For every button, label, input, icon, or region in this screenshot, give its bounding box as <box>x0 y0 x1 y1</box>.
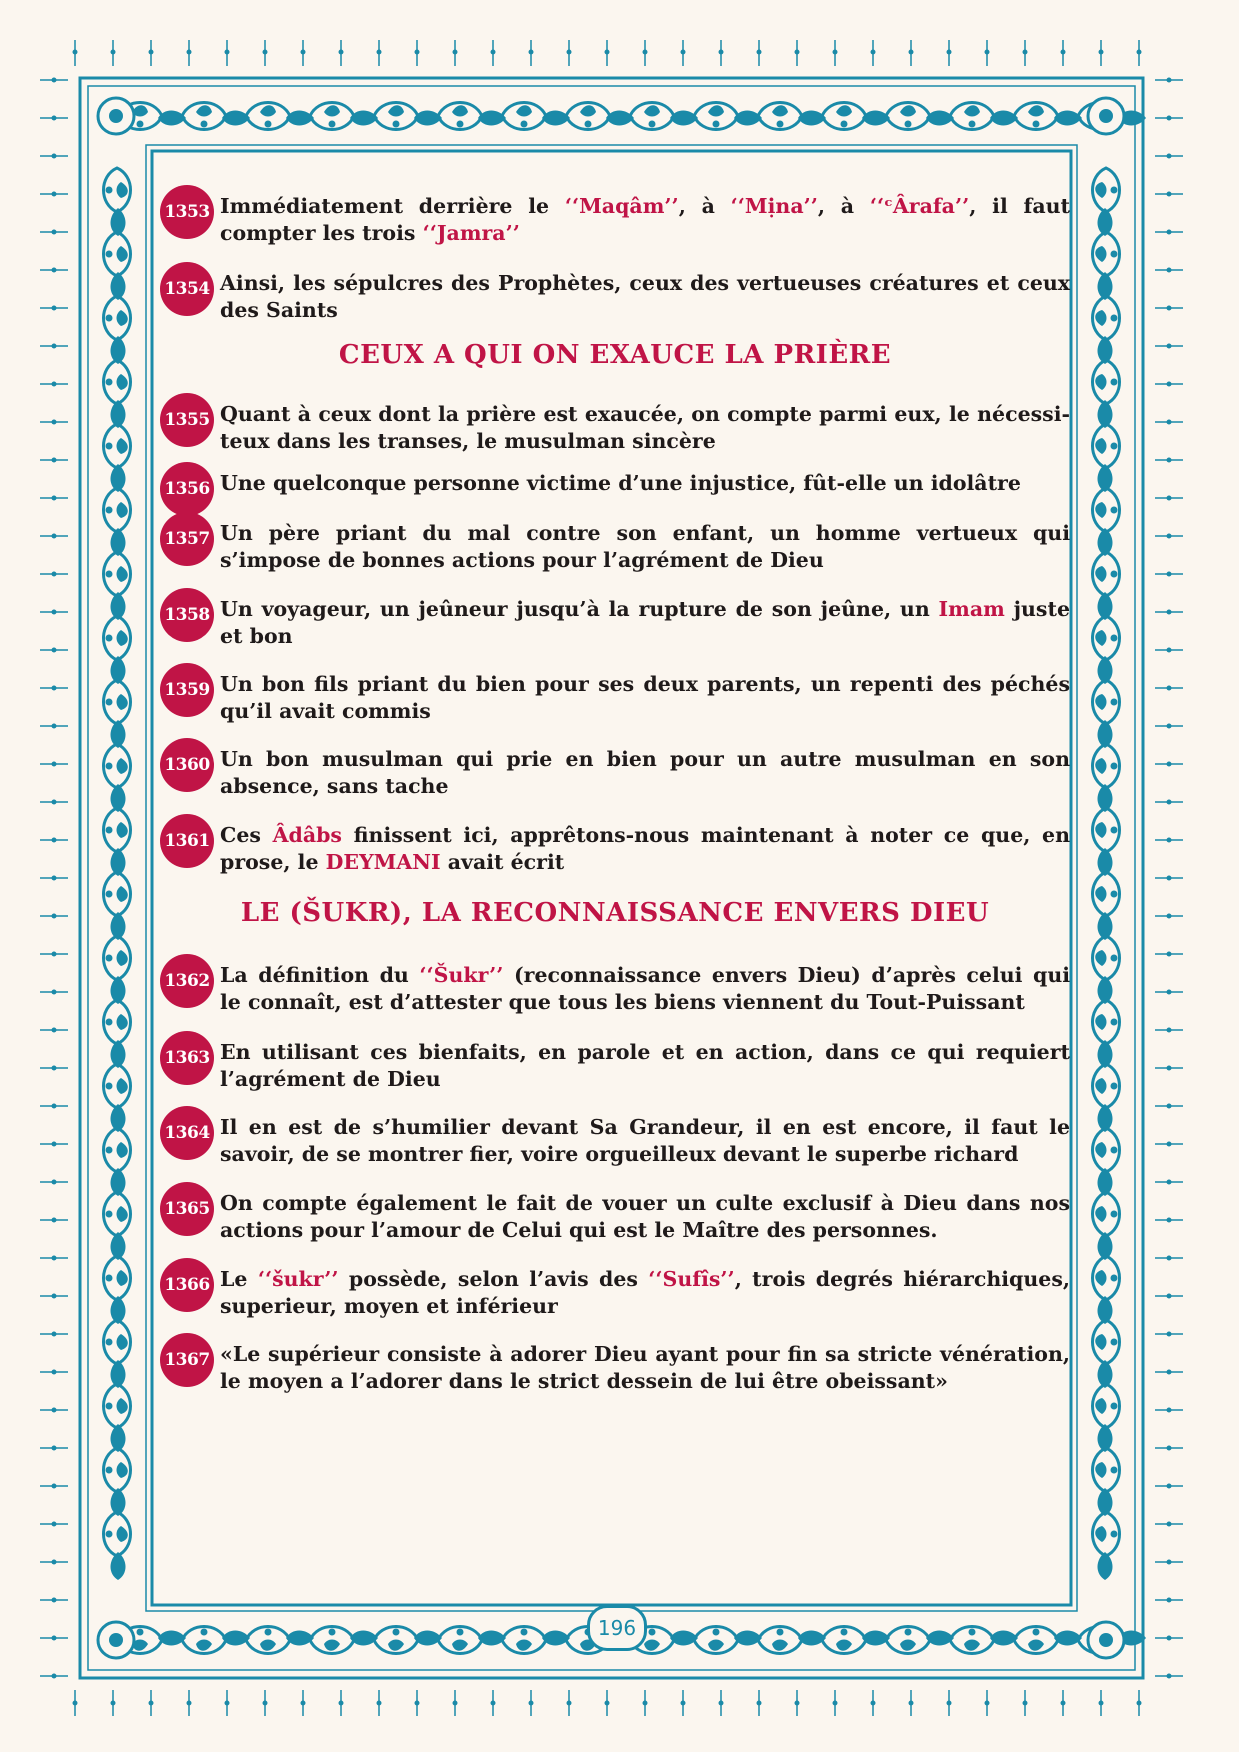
item-number-badge: 1355 <box>160 393 214 447</box>
arabesque-motif <box>104 552 131 596</box>
item-text-line <box>220 1039 1070 1066</box>
item-number-badge: 1356 <box>160 462 214 516</box>
text-segment: possède, selon l’avis des <box>338 1267 649 1291</box>
text-segment: des Saints <box>220 298 338 322</box>
list-item <box>160 393 1070 453</box>
arabesque-motif <box>182 103 226 130</box>
arabesque-motif <box>438 103 482 130</box>
item-text-line <box>220 428 1070 455</box>
section-heading: CEUX A QUI ON EXAUCE LA PRIÈRE <box>338 340 892 370</box>
arabesque-motif <box>1093 168 1120 212</box>
item-text-line <box>220 1190 1070 1217</box>
arabesque-motif <box>1093 872 1120 916</box>
item-number-badge: 1361 <box>160 814 214 868</box>
arabesque-motif <box>1093 552 1120 596</box>
text-segment: finissent ici, apprêtons-nous maintenant à noter ce que, en <box>341 823 1070 847</box>
arabesque-motif <box>104 936 131 980</box>
text-segment: s’impose de bonnes actions pour l’agrément de Dieu <box>220 548 824 572</box>
text-segment: compter les trois <box>220 221 423 245</box>
text-segment: , il faut <box>969 194 1070 218</box>
item-text-line <box>220 746 1070 773</box>
item-text-line <box>220 989 1070 1016</box>
arabesque-motif <box>1093 232 1120 276</box>
arabesque-motif <box>438 1627 482 1654</box>
item-text-line <box>220 1293 1070 1320</box>
arabesque-motif <box>104 680 131 724</box>
item-number-badge: 1359 <box>160 663 214 717</box>
item-text-line <box>220 596 1070 623</box>
text-segment: superieur, moyen et inférieur <box>220 1294 558 1318</box>
highlighted-term: ‘‘Maqâm’’ <box>564 194 679 218</box>
text-segment: , à <box>817 194 870 218</box>
arabesque-motif <box>1093 360 1120 404</box>
list-item <box>160 1182 1070 1242</box>
arabesque-motif <box>886 103 930 130</box>
arabesque-motif <box>694 103 738 130</box>
item-text <box>220 520 1070 574</box>
item-text-line <box>220 822 1070 849</box>
arabesque-motif <box>950 1627 994 1654</box>
text-segment: «Le supérieur consiste à adorer Dieu ayant pour fin sa stricte vénération, <box>220 1342 1070 1366</box>
item-text-line <box>220 520 1070 547</box>
list-item <box>160 1031 1070 1091</box>
arabesque-motif <box>502 103 546 130</box>
arabesque-motif <box>1093 1256 1120 1300</box>
highlighted-term: ‘‘šukr’’ <box>257 1267 339 1291</box>
arabesque-motif <box>1093 1128 1120 1172</box>
arabesque-motif <box>1093 616 1120 660</box>
arabesque-motif <box>182 1627 226 1654</box>
text-segment: Immédiatement derrière le <box>220 194 565 218</box>
text-segment: Le <box>220 1267 258 1291</box>
text-segment: l’agrément de Dieu <box>220 1067 441 1091</box>
arabesque-motif <box>1093 1448 1120 1492</box>
arabesque-motif <box>1093 1320 1120 1364</box>
item-text-line <box>220 401 1070 428</box>
item-text <box>220 596 1070 650</box>
item-text-line <box>220 773 1070 800</box>
arabesque-motif <box>502 1627 546 1654</box>
arabesque-motif <box>1093 1384 1120 1428</box>
text-segment: teux dans les transes, le musulman sincère <box>220 429 716 453</box>
arabesque-motif <box>1093 936 1120 980</box>
arabesque-motif <box>822 1627 866 1654</box>
text-segment: La définition du <box>220 963 420 987</box>
text-segment: Un voyageur, un jeûneur jusqu’à la rupture de son jeûne, un <box>220 597 939 621</box>
arabesque-motif <box>104 872 131 916</box>
arabesque-motif <box>950 103 994 130</box>
item-number-badge: 1366 <box>160 1258 214 1312</box>
list-item <box>160 663 1070 723</box>
item-number-badge: 1357 <box>160 512 214 566</box>
highlighted-term: ‘‘Jamra’’ <box>422 221 520 245</box>
item-text-line <box>220 1114 1070 1141</box>
arabesque-motif <box>1093 808 1120 852</box>
page-content <box>160 194 1071 1600</box>
list-item <box>160 512 1070 572</box>
arabesque-motif <box>104 296 131 340</box>
item-text-line <box>220 698 1070 725</box>
item-text-line <box>220 270 1070 297</box>
corner-rosette-center <box>1099 109 1113 123</box>
arabesque-motif <box>758 103 802 130</box>
text-segment: Quant à ceux dont la prière est exaucée, on compte parmi eux, le nécessi- <box>220 402 1070 426</box>
arabesque-motif <box>630 103 674 130</box>
text-segment: juste <box>1004 597 1070 621</box>
arabesque-motif <box>104 808 131 852</box>
arabesque-motif <box>104 1320 131 1364</box>
item-text-line <box>220 1341 1070 1368</box>
item-number-badge: 1360 <box>160 738 214 792</box>
arabesque-motif <box>1093 1192 1120 1236</box>
arabesque-motif <box>104 1448 131 1492</box>
list-item <box>160 1106 1070 1166</box>
arabesque-motif <box>104 360 131 404</box>
item-text-line <box>220 1266 1070 1293</box>
text-segment: Un père priant du mal contre son enfant, un homme vertueux qui <box>220 521 1070 545</box>
item-number-badge: 1367 <box>160 1333 214 1387</box>
arabesque-motif <box>104 168 131 212</box>
highlighted-term: DEYMANI <box>325 850 441 874</box>
arabesque-motif <box>886 1627 930 1654</box>
arabesque-motif <box>1093 1512 1120 1556</box>
arabesque-motif <box>104 1192 131 1236</box>
arabesque-motif <box>374 1627 418 1654</box>
item-text <box>220 671 1070 725</box>
item-text-line <box>220 623 1070 650</box>
arabesque-motif <box>1093 296 1120 340</box>
item-text-line <box>220 220 1070 247</box>
item-text <box>220 193 1070 247</box>
arabesque-motif <box>566 103 610 130</box>
item-text-line <box>220 297 1070 324</box>
list-item <box>160 588 1070 648</box>
item-number-badge: 1362 <box>160 954 214 1008</box>
text-segment: Ainsi, les sépulcres des Prophètes, ceux des vertueuses créatures et ceux <box>220 271 1070 295</box>
text-segment: actions pour l’amour de Celui qui est le Maître des personnes. <box>220 1218 938 1242</box>
item-text-line <box>220 962 1070 989</box>
arabesque-motif <box>1093 424 1120 468</box>
text-segment: Un bon musulman qui prie en bien pour un autre musulman en son <box>220 747 1070 771</box>
item-text-line <box>220 193 1070 220</box>
list-item <box>160 185 1070 245</box>
arabesque-motif <box>758 1627 802 1654</box>
text-segment: Un bon fils priant du bien pour ses deux parents, un repenti des péchés <box>220 672 1070 696</box>
list-item <box>160 262 1070 322</box>
arabesque-motif <box>694 1627 738 1654</box>
arabesque-motif <box>1093 1000 1120 1044</box>
item-text <box>220 1039 1070 1093</box>
leaf-motif <box>1098 1552 1113 1580</box>
arabesque-motif <box>104 424 131 468</box>
arabesque-motif <box>104 616 131 660</box>
item-text <box>220 1190 1070 1244</box>
item-text <box>220 1266 1070 1320</box>
highlighted-term: ‘‘Mịna’’ <box>730 194 818 218</box>
item-text-line <box>220 849 1070 876</box>
corner-rosette-center <box>109 1633 123 1647</box>
item-text <box>220 746 1070 800</box>
arabesque-motif <box>104 232 131 276</box>
text-segment: On compte également le fait de vouer un culte exclusif à Dieu dans nos <box>220 1191 1070 1215</box>
arabesque-motif <box>104 744 131 788</box>
arabesque-motif <box>310 103 354 130</box>
arabesque-motif <box>1093 744 1120 788</box>
item-text <box>220 962 1070 1016</box>
item-number-badge: 1364 <box>160 1106 214 1160</box>
arabesque-motif <box>104 1000 131 1044</box>
arabesque-motif <box>822 103 866 130</box>
item-text-line <box>220 547 1070 574</box>
text-segment: , à <box>678 194 731 218</box>
arabesque-motif <box>104 1064 131 1108</box>
arabesque-motif <box>374 103 418 130</box>
text-segment: le connaît, est d’attester que tous les biens viennent du Tout-Puissant <box>220 990 1025 1014</box>
list-item <box>160 1333 1070 1393</box>
item-text-line <box>220 1066 1070 1093</box>
text-segment: Il en est de s’humilier devant Sa Grandeur, il en est encore, il faut le <box>220 1115 1070 1139</box>
leaf-motif <box>111 1552 126 1580</box>
item-text-line <box>220 1217 1070 1244</box>
text-segment: Une quelconque personne victime d’une injustice, fût-elle un idolâtre <box>220 471 1021 495</box>
section-heading: LE (ŠUKR), LA RECONNAISSANCE ENVERS DIEU <box>240 898 990 928</box>
item-number-badge: 1358 <box>160 588 214 642</box>
item-number-badge: 1363 <box>160 1031 214 1085</box>
highlighted-term: ‘‘ᶜÂrafa’’ <box>869 194 970 218</box>
arabesque-motif <box>104 1384 131 1428</box>
item-text <box>220 822 1070 876</box>
text-segment: qu’il avait commis <box>220 699 431 723</box>
corner-rosette-center <box>109 109 123 123</box>
item-text-line <box>220 1368 1070 1395</box>
text-segment: avait écrit <box>440 850 565 874</box>
list-item <box>160 814 1070 874</box>
item-text-line <box>220 470 1070 497</box>
item-text <box>220 1114 1070 1168</box>
item-text-line <box>220 671 1070 698</box>
item-text <box>220 270 1070 324</box>
arabesque-motif <box>1014 1627 1058 1654</box>
text-segment: En utilisant ces bienfaits, en parole et en action, dans ce qui requiert <box>220 1040 1070 1064</box>
arabesque-motif <box>246 103 290 130</box>
item-number-badge: 1353 <box>160 185 214 239</box>
item-text <box>220 470 1070 497</box>
highlighted-term: Imam <box>938 597 1005 621</box>
arabesque-motif <box>1093 488 1120 532</box>
item-text <box>220 1341 1070 1395</box>
arabesque-motif <box>246 1627 290 1654</box>
arabesque-motif <box>104 1512 131 1556</box>
text-segment: prose, le <box>220 850 326 874</box>
text-segment: savoir, de se montrer fier, voire orgueilleux devant le superbe richard <box>220 1142 1019 1166</box>
highlighted-term: Âdâbs <box>272 823 342 847</box>
page-number: 196 <box>587 1605 647 1651</box>
text-segment: Ces <box>220 823 273 847</box>
item-number-badge: 1365 <box>160 1182 214 1236</box>
corner-rosette-center <box>1099 1633 1113 1647</box>
item-number-badge: 1354 <box>160 262 214 316</box>
item-text <box>220 401 1070 455</box>
text-segment: (reconnaissance envers Dieu) d’après celui qui <box>503 963 1071 987</box>
list-item <box>160 954 1070 1014</box>
highlighted-term: ‘‘Sufîs’’ <box>648 1267 735 1291</box>
highlighted-term: ‘‘Šukr’’ <box>419 963 504 987</box>
list-item <box>160 1258 1070 1318</box>
arabesque-motif <box>310 1627 354 1654</box>
arabesque-motif <box>104 488 131 532</box>
arabesque-motif <box>1093 1064 1120 1108</box>
arabesque-motif <box>104 1256 131 1300</box>
item-text-line <box>220 1141 1070 1168</box>
text-segment: et bon <box>220 624 293 648</box>
text-segment: , trois degrés hiérarchiques, <box>734 1267 1070 1291</box>
text-segment: absence, sans tache <box>220 774 449 798</box>
arabesque-motif <box>1093 680 1120 724</box>
arabesque-motif <box>1014 103 1058 130</box>
arabesque-motif <box>104 1128 131 1172</box>
list-item <box>160 738 1070 798</box>
text-segment: le moyen a l’adorer dans le strict dessein de lui être obeissant» <box>220 1369 948 1393</box>
